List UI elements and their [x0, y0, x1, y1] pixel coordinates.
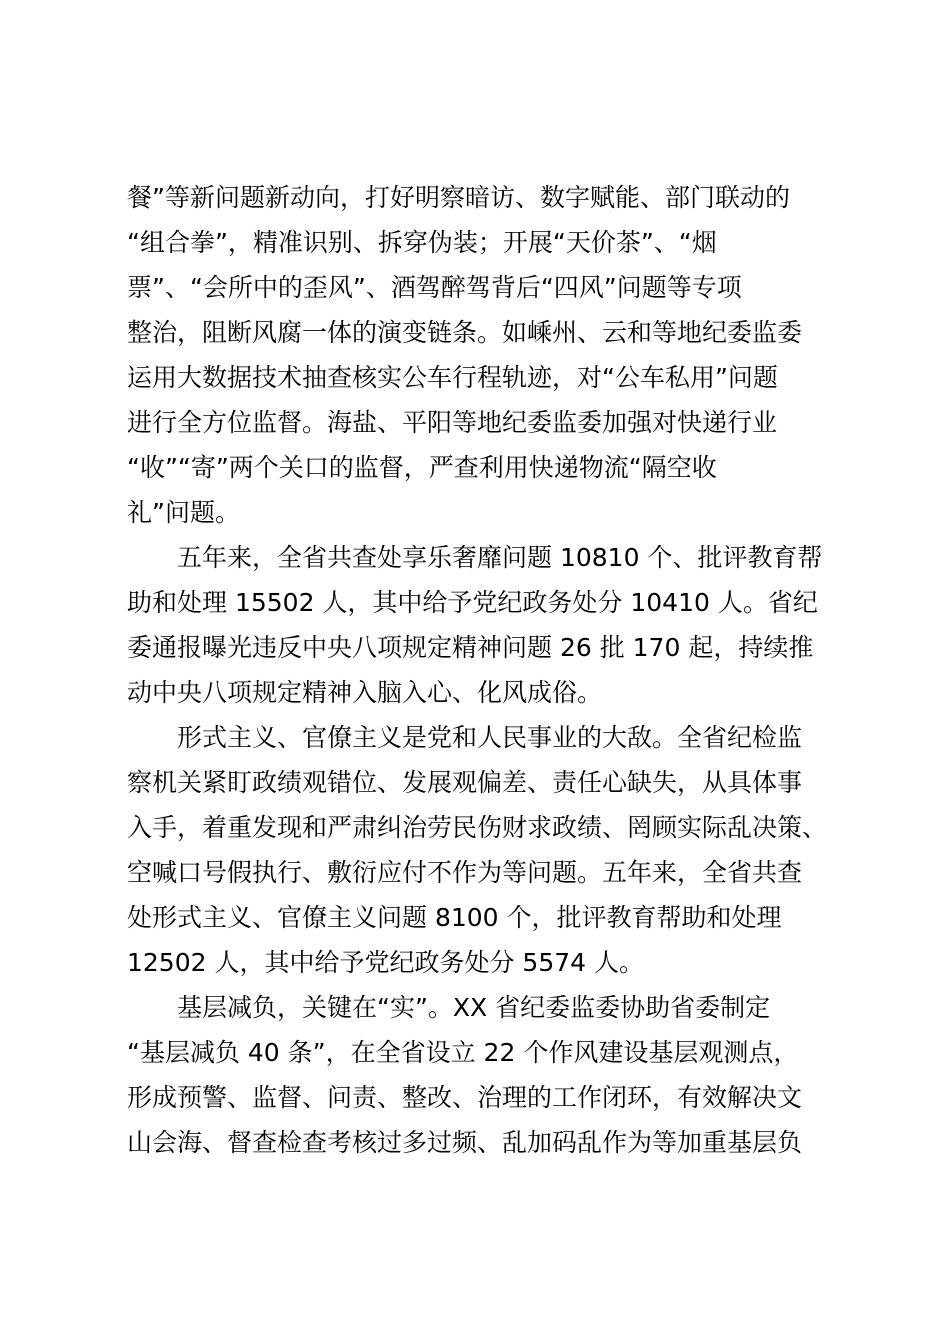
text-line: 运用大数据技术抽查核实公车行程轨迹，对“公车私用”问题: [127, 363, 778, 392]
text-line: 基层减负，关键在“实”。XX 省纪委监委协助省委制定: [177, 993, 771, 1022]
paragraph-1: [127, 175, 837, 535]
text-line: 五年来，全省共查处享乐奢靡问题 10810 个、批评教育帮: [177, 543, 823, 572]
paragraph-2: [127, 535, 837, 715]
text-line: “收”“寄”两个关口的监督，严查利用快递物流“隔空收: [127, 453, 717, 482]
text-line: 空喊口号假执行、敷衍应付不作为等问题。五年来，全省共查: [127, 858, 803, 887]
text-line: 山会海、督查检查考核过多过频、乱加码乱作为等加重基层负: [127, 1128, 803, 1157]
text-line: 委通报曝光违反中央八项规定精神问题 26 批 170 起，持续推: [127, 633, 814, 662]
text-line: “基层减负 40 条”，在全省设立 22 个作风建设基层观测点，: [127, 1038, 799, 1067]
text-line: 12502 人，其中给予党纪政务处分 5574 人。: [127, 948, 644, 977]
text-line: 礼”问题。: [127, 498, 240, 527]
text-line: 助和处理 15502 人，其中给予党纪政务处分 10410 人。省纪: [127, 588, 818, 617]
text-line: 动中央八项规定精神入脑入心、化风成俗。: [127, 678, 603, 707]
text-line: 餐”等新问题新动向，打好明察暗访、数字赋能、部门联动的: [127, 183, 790, 212]
text-line: 形成预警、监督、问责、整改、治理的工作闭环，有效解决文: [127, 1083, 803, 1112]
paragraph-4: [127, 985, 837, 1165]
text-line: “组合拳”，精准识别、拆穿伪装；开展“天价茶”、“烟: [127, 228, 717, 257]
text-line: 入手，着重发现和严肃纠治劳民伤财求政绩、罔顾实际乱决策、: [127, 813, 828, 842]
text-line: 形式主义、官僚主义是党和人民事业的大敌。全省纪检监: [177, 723, 803, 752]
body-text: [127, 175, 837, 1165]
text-line: 票”、“会所中的歪风”、酒驾醉驾背后“四风”问题等专项: [127, 273, 742, 302]
paragraph-3: [127, 715, 837, 985]
text-line: 处形式主义、官僚主义问题 8100 个，批评教育帮助和处理: [127, 903, 782, 932]
text-line: 进行全方位监督。海盐、平阳等地纪委监委加强对快递行业: [127, 408, 778, 437]
text-line: 察机关紧盯政绩观错位、发展观偏差、责任心缺失，从具体事: [127, 768, 803, 797]
text-line: 整治，阻断风腐一体的演变链条。如嵊州、云和等地纪委监委: [127, 318, 803, 347]
